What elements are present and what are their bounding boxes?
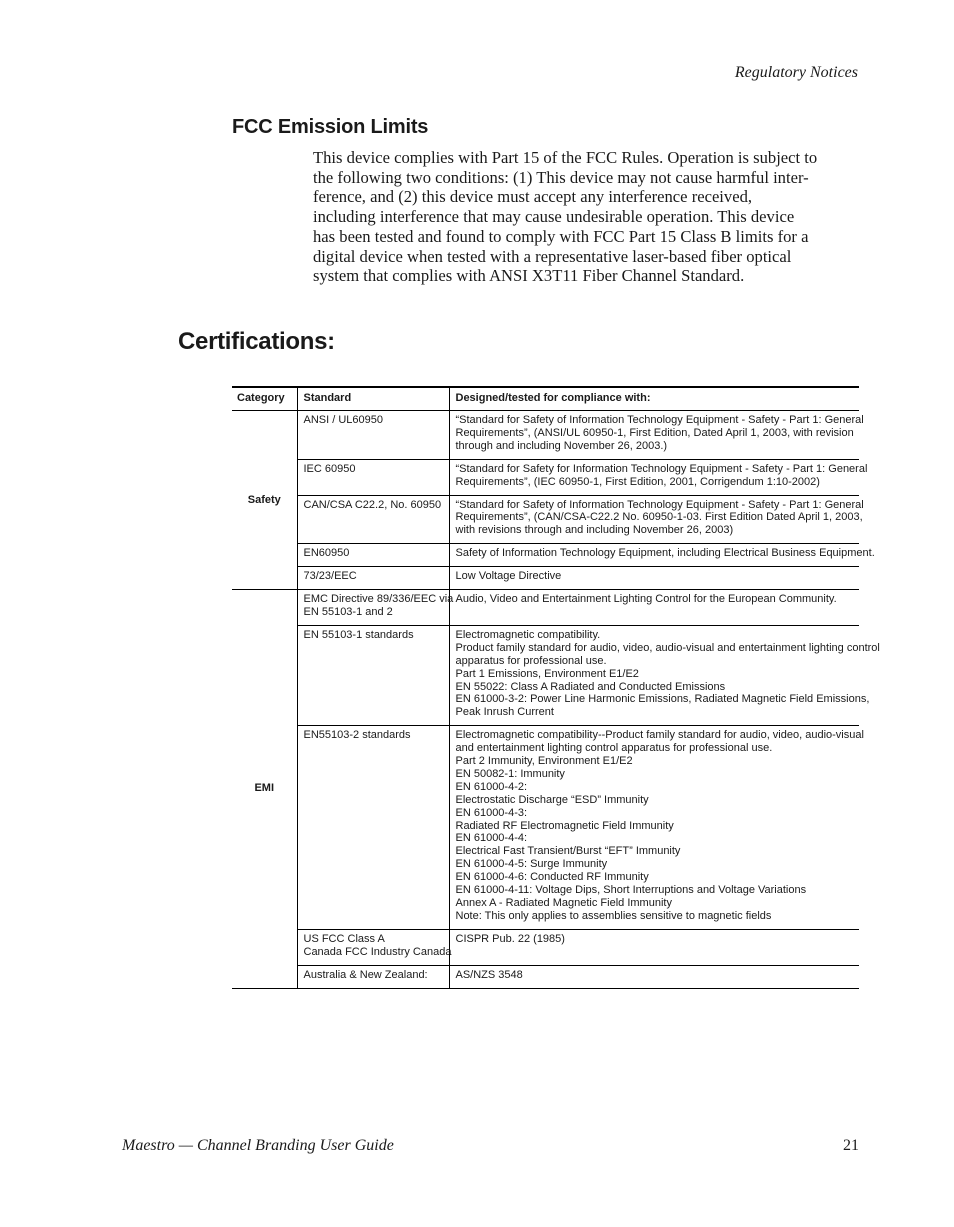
compliance-line: EN 61000-3-2: Power Line Harmonic Emissions, Radiated Magnetic Field Emissions, (455, 693, 870, 706)
table-header-row (232, 387, 859, 411)
compliance-line: Annex A - Radiated Magnetic Field Immunity (455, 897, 672, 909)
table-row (232, 929, 859, 965)
compliance-line: Requirements”, (CAN/CSA-C22.2 No. 60950-1-03. First Edition Dated April 1, 2003, (455, 511, 863, 524)
compliance-line: Peak Inrush Current (455, 706, 554, 719)
standard-line: Canada FCC Industry Canada (303, 945, 452, 958)
compliance-cell (449, 495, 864, 544)
standard-cell (297, 929, 452, 965)
table-row (232, 567, 859, 590)
standard-cell (297, 726, 449, 930)
standard-cell (297, 590, 454, 626)
compliance-line: Low Voltage Directive (455, 570, 562, 583)
compliance-line: Electrostatic Discharge “ESD” Immunity (455, 793, 649, 806)
compliance-line: apparatus for professional use. (455, 654, 607, 667)
standard-line: EMC Directive 89/336/EEC via (303, 593, 454, 606)
compliance-line: Radiated RF Electromagnetic Field Immunity (455, 819, 674, 832)
standard-line: EN 55103-1 and 2 (303, 605, 393, 618)
standard-cell (297, 544, 449, 567)
compliance-line: EN 61000-4-3: (455, 806, 528, 819)
certifications-table-body (232, 411, 880, 989)
standard-line: EN60950 (303, 547, 350, 560)
standard-cell (297, 567, 449, 590)
compliance-line: EN 61000-4-11: Voltage Dips, Short Interruptions and Voltage Variations (455, 884, 807, 897)
fcc-heading: FCC Emission Limits (232, 116, 429, 138)
compliance-cell (449, 411, 864, 460)
compliance-line: EN 61000-4-5: Surge Immunity (455, 858, 608, 871)
standard-line: US FCC Class A (303, 932, 385, 945)
compliance-cell (449, 567, 859, 590)
standard-cell (297, 495, 449, 544)
fcc-body-line: system that complies with ANSI X3T11 Fiber Channel Standard. (313, 266, 745, 286)
running-head: Regulatory Notices (734, 64, 858, 81)
compliance-cell (449, 726, 864, 930)
column-header-category: Category (232, 387, 297, 411)
certifications-heading: Certifications: (178, 328, 335, 355)
fcc-body-line: the following two conditions: (1) This device may not cause harmful inter- (313, 167, 809, 187)
compliance-line: “Standard for Safety for Information Technology Equipment - Safety - Part 1: General (455, 462, 868, 475)
column-header-compliance: Designed/tested for compliance with: (449, 387, 859, 411)
compliance-line: Audio, Video and Entertainment Lighting Control for the European Community. (455, 593, 837, 606)
standard-line: ANSI / UL60950 (303, 414, 383, 426)
compliance-line: Part 1 Emissions, Environment E1/E2 (455, 667, 639, 680)
standard-cell (297, 459, 449, 495)
table-row (232, 726, 859, 930)
compliance-line: AS/NZS 3548 (455, 968, 523, 981)
compliance-line: Electromagnetic compatibility. (455, 628, 601, 641)
compliance-cell (449, 590, 859, 626)
column-header-standard: Standard (297, 387, 449, 411)
standard-line: EN 55103-1 standards (303, 628, 414, 641)
footer-title: Maestro — Channel Branding User Guide (122, 1137, 394, 1154)
compliance-line: “Standard for Safety of Information Technology Equipment - Safety - Part 1: General (455, 414, 864, 426)
fcc-body-line: digital device when tested with a representative laser-based fiber optical (313, 246, 792, 266)
fcc-body-line: including interference that may cause undesirable operation. This device (313, 207, 795, 227)
compliance-cell (449, 929, 859, 965)
table-row (232, 411, 859, 460)
standard-cell (297, 625, 449, 725)
table-row (232, 495, 859, 544)
compliance-line: CISPR Pub. 22 (1985) (455, 932, 565, 945)
compliance-line: Requirements”, (IEC 60950-1, First Edition, 2001, Corrigendum 1:10-2002) (455, 475, 820, 488)
standard-line: 73/23/EEC (303, 570, 357, 583)
compliance-line: “Standard for Safety of Information Technology Equipment - Safety - Part 1: General (455, 498, 864, 511)
compliance-line: and entertainment lighting control apparatus for professional use. (455, 742, 773, 755)
compliance-line: EN 61000-4-4: (455, 832, 528, 845)
category-cell: Safety (232, 411, 297, 590)
table-row (232, 965, 859, 988)
certifications-table (232, 386, 880, 989)
compliance-line: Electrical Fast Transient/Burst “EFT” Immunity (455, 845, 681, 858)
standard-line: CAN/CSA C22.2, No. 60950 (303, 498, 442, 511)
fcc-body-line: has been tested and found to comply with FCC Part 15 Class B limits for a (313, 226, 809, 246)
fcc-body (313, 148, 861, 286)
table-row (232, 459, 859, 495)
standard-cell (297, 965, 449, 988)
standard-line: EN55103-2 standards (303, 729, 411, 742)
compliance-line: Product family standard for audio, video, audio-visual and entertainment lighting control (455, 641, 880, 654)
compliance-line: Part 2 Immunity, Environment E1/E2 (455, 755, 633, 768)
compliance-cell (449, 625, 880, 725)
page-number: 21 (843, 1137, 859, 1154)
compliance-line: Electromagnetic compatibility--Product family standard for audio, video, audio-visual (455, 729, 864, 742)
standard-cell (297, 411, 449, 460)
compliance-line: EN 61000-4-2: (455, 780, 528, 793)
compliance-line: EN 50082-1: Immunity (455, 767, 565, 780)
standard-line: IEC 60950 (303, 462, 356, 475)
compliance-line: EN 55022: Class A Radiated and Conducted Emissions (455, 680, 726, 693)
compliance-cell (449, 459, 868, 495)
table-row (232, 544, 859, 567)
compliance-line: Safety of Information Technology Equipment, including Electrical Business Equipment. (455, 547, 875, 560)
compliance-line: through and including November 26, 2003.) (455, 439, 668, 452)
compliance-cell (449, 544, 875, 567)
fcc-body-line: This device complies with Part 15 of the FCC Rules. Operation is subject to (313, 148, 818, 167)
compliance-line: with revisions through and including November 26, 2003) (455, 524, 734, 537)
table-row (232, 590, 859, 626)
compliance-cell (449, 965, 859, 988)
category-cell: EMI (232, 590, 297, 988)
compliance-line: Requirements”, (ANSI/UL 60950-1, First Edition, Dated April 1, 2003, with revision (455, 426, 854, 439)
table-row (232, 625, 859, 725)
compliance-line: Note: This only applies to assemblies sensitive to magnetic fields (455, 909, 772, 922)
fcc-body-line: ference, and (2) this device must accept any interference received, (313, 187, 753, 207)
compliance-line: EN 61000-4-6: Conducted RF Immunity (455, 871, 649, 884)
standard-line: Australia & New Zealand: (303, 968, 428, 981)
